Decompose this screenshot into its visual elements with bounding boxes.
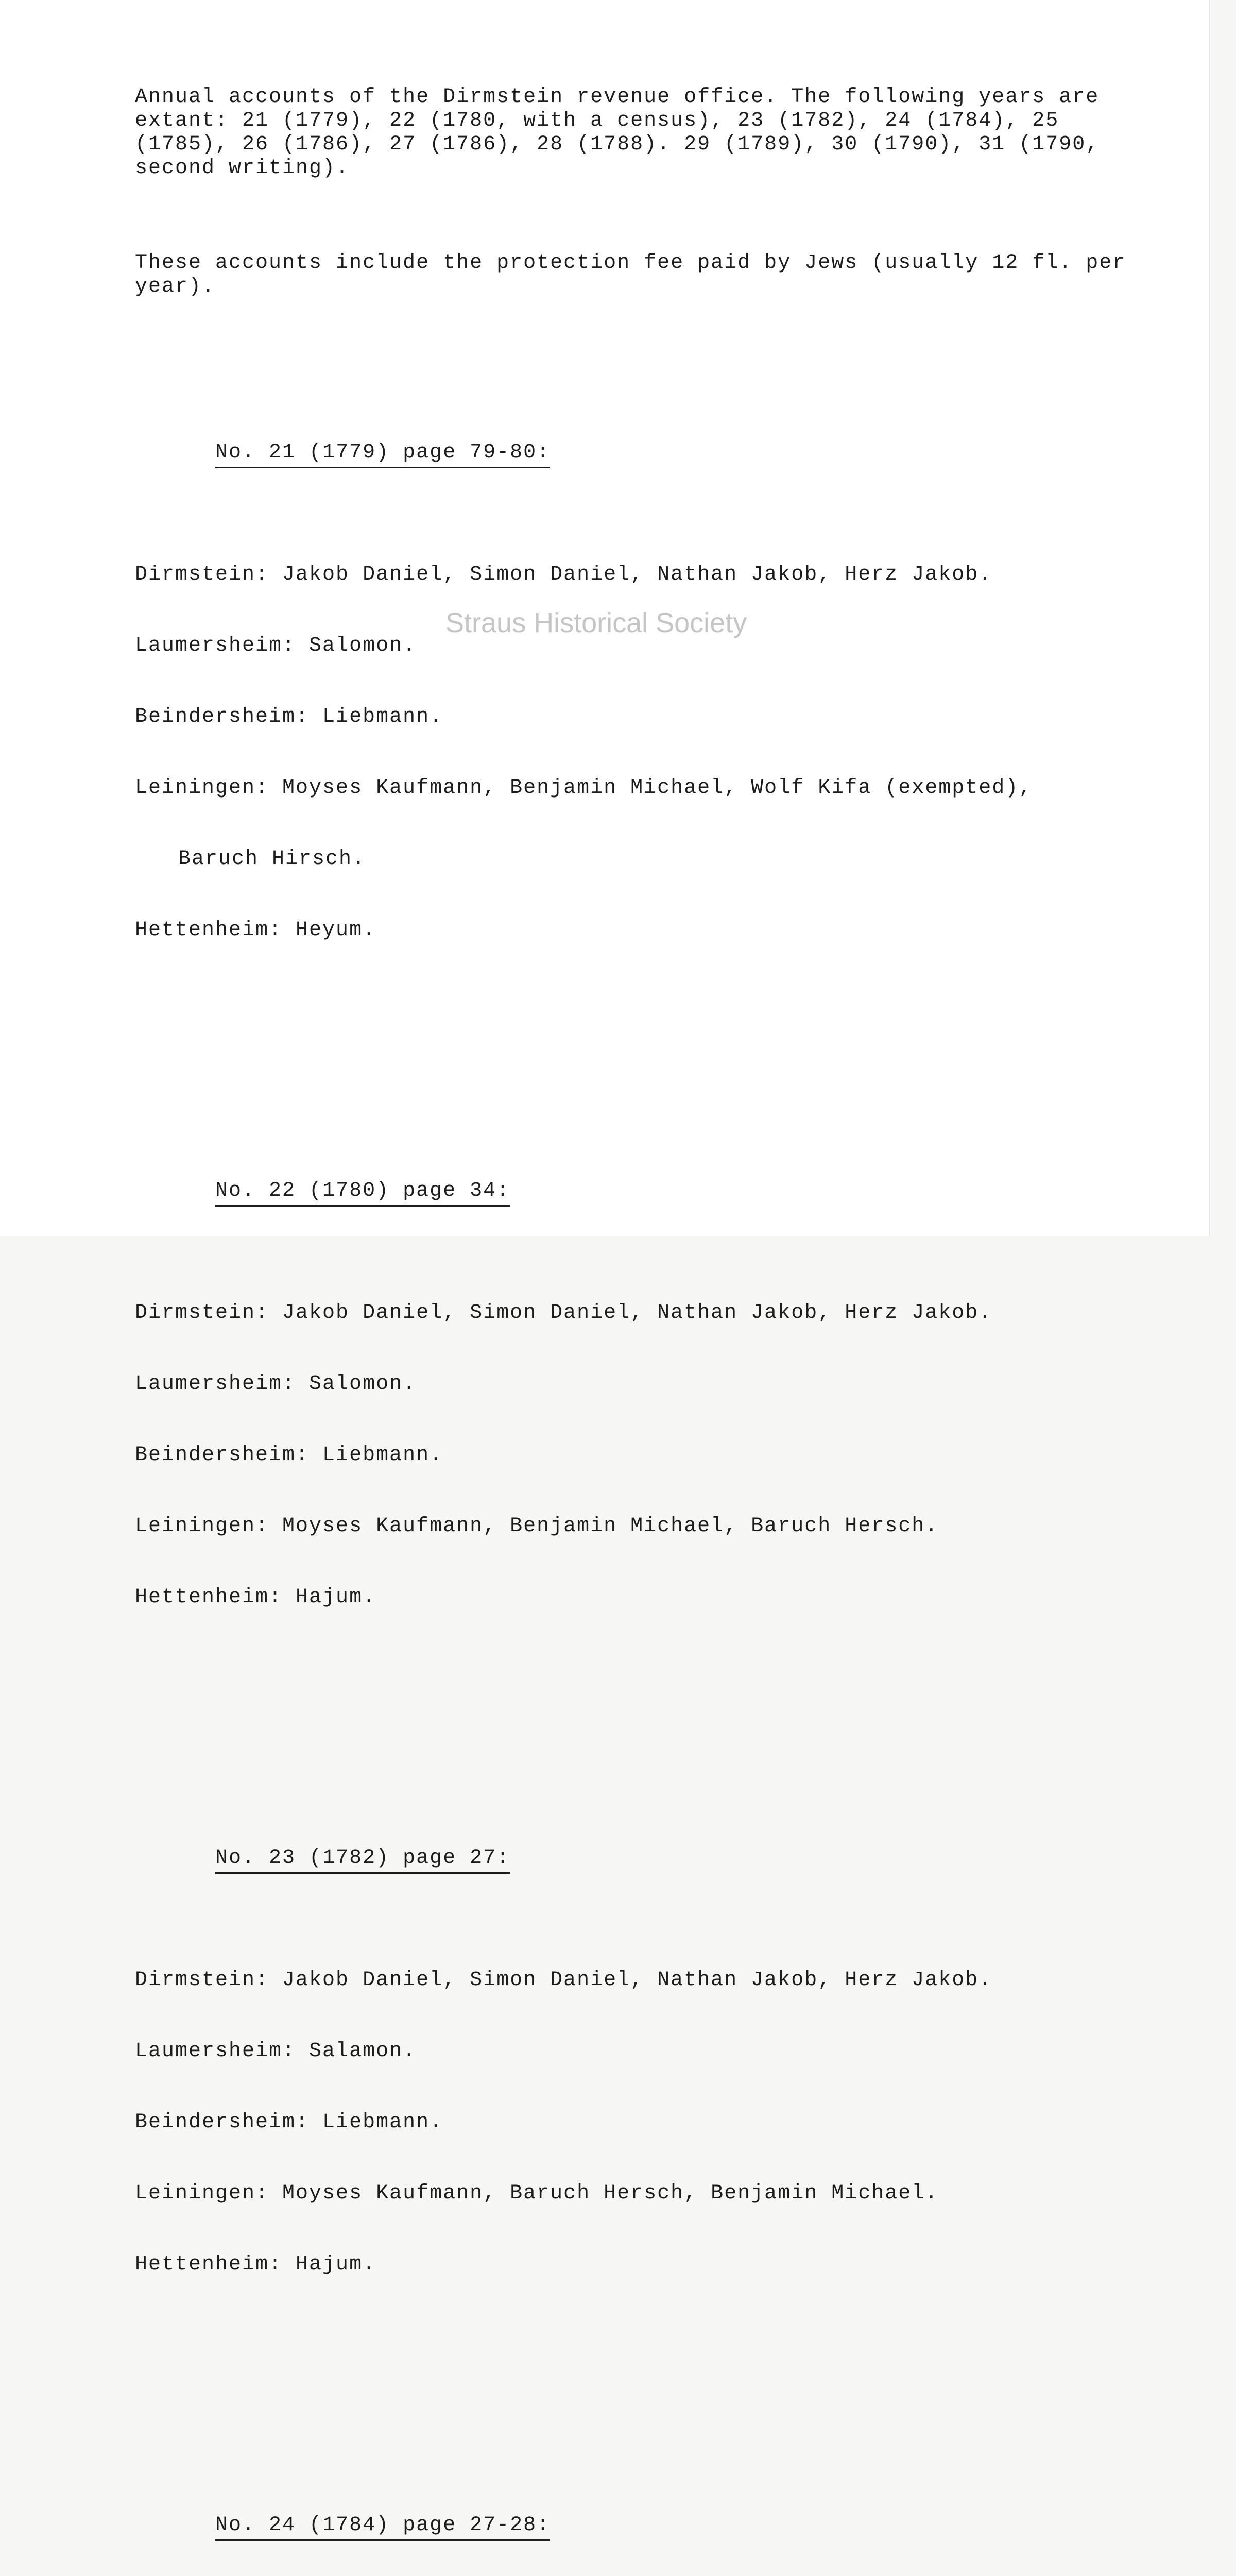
section-heading: No. 24 (1784) page 27-28: [215,2514,550,2541]
entry-line: Laumersheim: Salamon. [135,2040,417,2063]
entry-line: Beindersheim: Liebmann. [135,1444,443,1467]
entry-line: Dirmstein: Jakob Daniel, Simon Daniel, Nathan Jakob, Herz Jakob. [135,563,992,586]
entry-line: Beindersheim: Liebmann. [135,2111,443,2134]
entry-line: Beindersheim: Liebmann. [135,705,443,728]
protection-fee-paragraph: These accounts include the protection fee paid by Jews (usually 12 fl. per year). [135,251,1140,298]
entry-line: Leiningen: Moyses Kaufmann, Baruch Hersch, Benjamin Michael. [135,2182,939,2205]
section-no-22 [135,1156,1165,1704]
entry-line: Dirmstein: Jakob Daniel, Simon Daniel, Nathan Jakob, Herz Jakob. [135,1301,992,1325]
watermark: Straus Historical Society [445,607,747,638]
section-no-23 [135,1823,1165,2371]
entry-line: Laumersheim: Salomon. [135,1372,417,1396]
entry-line: Hettenheim: Hajum. [135,2253,376,2276]
entry-line: Hettenheim: Heyum. [135,919,376,942]
section-heading: No. 21 (1779) page 79-80: [215,441,550,468]
entry-line: Hettenheim: Hajum. [135,1586,376,1609]
document-body [135,38,1165,2576]
section-heading: No. 23 (1782) page 27: [215,1846,510,1874]
section-no-21 [135,417,1165,1037]
section-no-24 [135,2490,1165,2576]
entry-line: Laumersheim: Salomon. [135,634,417,657]
entry-line: Leiningen: Moyses Kaufmann, Benjamin Michael, Baruch Hersch. [135,1515,939,1538]
intro-paragraph: Annual accounts of the Dirmstein revenue office. The following years are extant: 21 (1779), 22 (1780, with a census), 23 (1782), 24 (1784), 25 (1785), 26 (1786), 27 (1786), 28 (1788). 29 (1789), 30 (1790), 31 (1790, second writing). [135,86,1113,180]
entry-line-continuation: Baruch Hirsch. [178,848,366,871]
section-heading: No. 22 (1780) page 34: [215,1179,510,1207]
entry-line: Leiningen: Moyses Kaufmann, Benjamin Michael, Wolf Kifa (exempted), [135,776,1033,800]
entry-line: Dirmstein: Jakob Daniel, Simon Daniel, Nathan Jakob, Herz Jakob. [135,1969,992,1992]
